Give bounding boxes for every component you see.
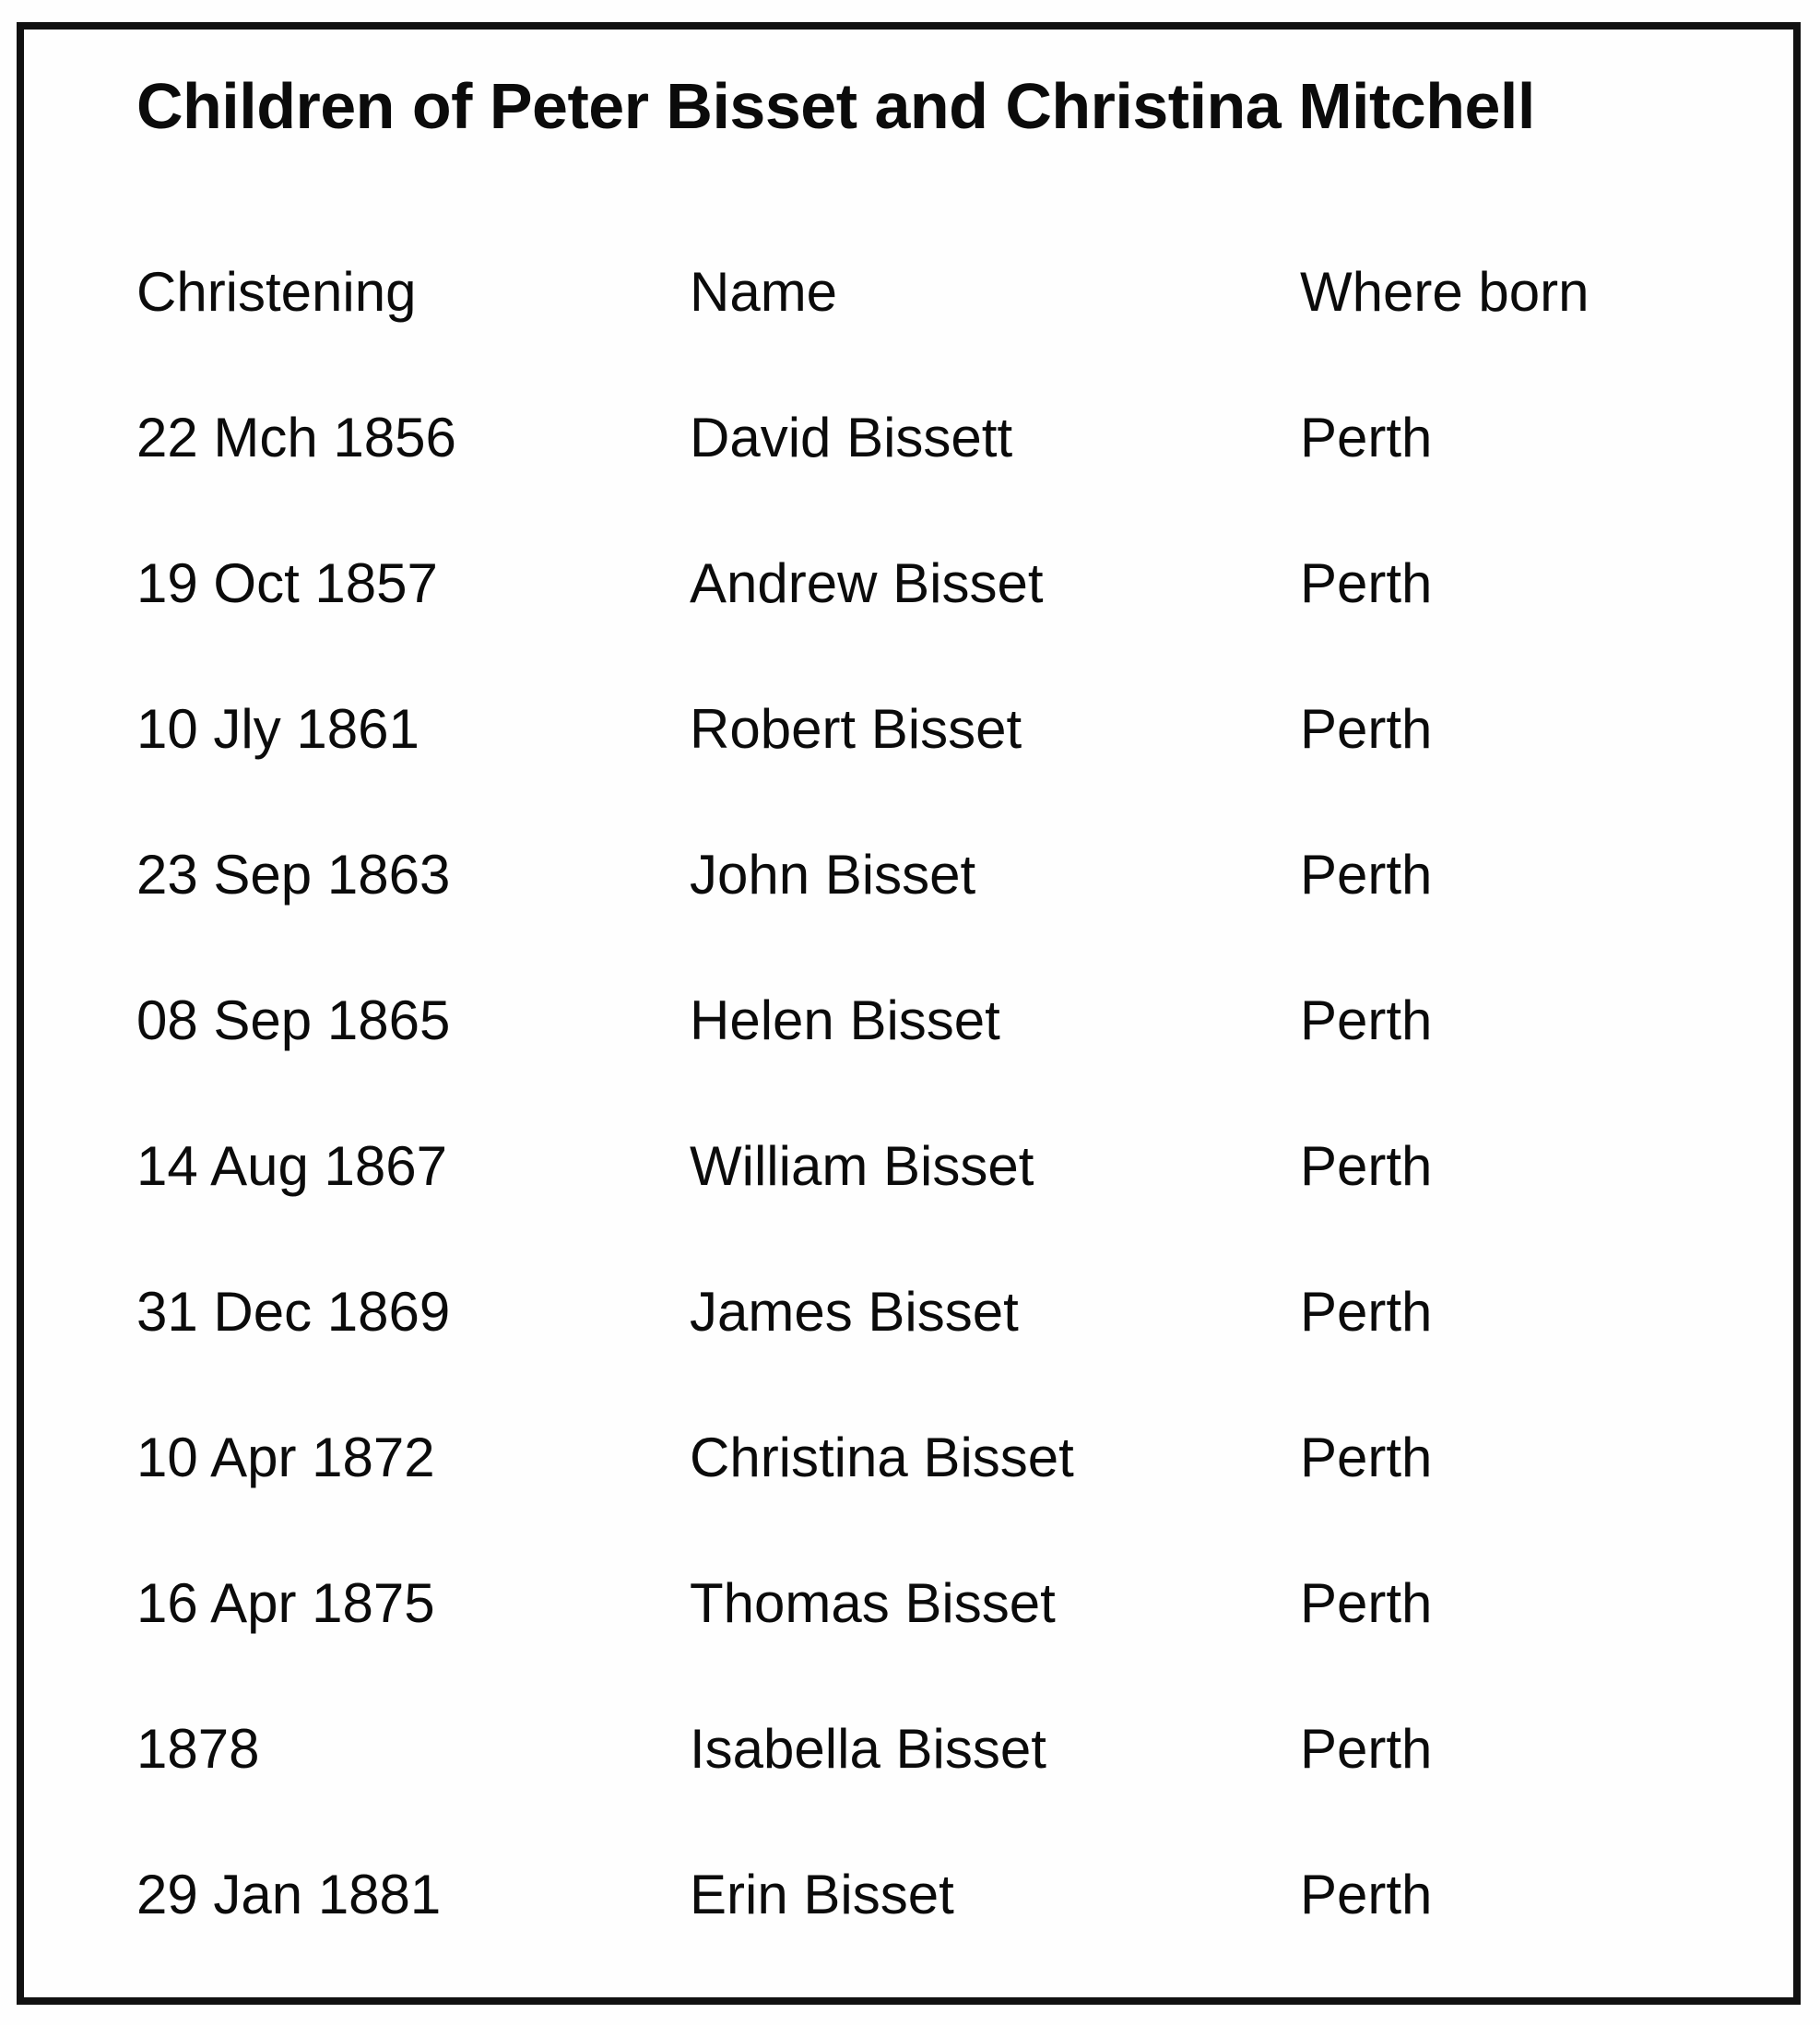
- table-row: [136, 1136, 1793, 1282]
- cell-where-born: Perth: [1300, 1135, 1433, 1197]
- cell-where-born: Perth: [1300, 989, 1433, 1051]
- table-row: [136, 1282, 1793, 1427]
- cell-christening: 22 Mch 1856: [136, 407, 456, 468]
- cell-name: Andrew Bisset: [690, 552, 1044, 614]
- cell-christening: 31 Dec 1869: [136, 1281, 451, 1343]
- table-row: [136, 1719, 1793, 1865]
- cell-name: William Bisset: [690, 1135, 1034, 1197]
- cell-christening: 29 Jan 1881: [136, 1864, 442, 1925]
- cell-christening: 1878: [136, 1718, 260, 1780]
- cell-where-born: Perth: [1300, 1427, 1433, 1488]
- cell-christening: 08 Sep 1865: [136, 989, 451, 1051]
- cell-christening: 10 Jly 1861: [136, 698, 420, 760]
- cell-name: Robert Bisset: [690, 698, 1022, 760]
- cell-christening: 23 Sep 1863: [136, 844, 451, 906]
- cell-name: Isabella Bisset: [690, 1718, 1046, 1780]
- page-content: [24, 30, 1793, 2010]
- cell-where-born: Perth: [1300, 1572, 1433, 1634]
- table-header-row: [136, 262, 1793, 408]
- table-row: [136, 990, 1793, 1136]
- cell-name: Helen Bisset: [690, 989, 1000, 1051]
- cell-where-born: Perth: [1300, 1864, 1433, 1925]
- table-body: [136, 408, 1793, 2010]
- cell-where-born: Perth: [1300, 1718, 1433, 1780]
- cell-name: John Bisset: [690, 844, 976, 906]
- table-row: [136, 408, 1793, 553]
- cell-name: David Bissett: [690, 407, 1013, 468]
- cell-where-born: Perth: [1300, 844, 1433, 906]
- table-row: [136, 1573, 1793, 1719]
- cell-where-born: Perth: [1300, 698, 1433, 760]
- cell-name: Erin Bisset: [690, 1864, 954, 1925]
- table-row: [136, 845, 1793, 990]
- cell-christening: 16 Apr 1875: [136, 1572, 435, 1634]
- table-row: [136, 1865, 1793, 2010]
- cell-christening: 10 Apr 1872: [136, 1427, 435, 1488]
- cell-name: Christina Bisset: [690, 1427, 1074, 1488]
- cell-name: James Bisset: [690, 1281, 1019, 1343]
- cell-where-born: Perth: [1300, 552, 1433, 614]
- table-row: [136, 553, 1793, 699]
- page-border-frame: [17, 22, 1801, 2005]
- column-header-where-born: Where born: [1300, 261, 1590, 323]
- cell-christening: 19 Oct 1857: [136, 552, 438, 614]
- children-table: [136, 262, 1793, 2010]
- cell-name: Thomas Bisset: [690, 1572, 1056, 1634]
- cell-christening: 14 Aug 1867: [136, 1135, 448, 1197]
- cell-where-born: Perth: [1300, 407, 1433, 468]
- page-title: Children of Peter Bisset and Christina Mitchell: [136, 70, 1535, 142]
- column-header-name: Name: [690, 261, 838, 323]
- column-header-christening: Christening: [136, 261, 417, 323]
- table-row: [136, 699, 1793, 845]
- cell-where-born: Perth: [1300, 1281, 1433, 1343]
- table-row: [136, 1427, 1793, 1573]
